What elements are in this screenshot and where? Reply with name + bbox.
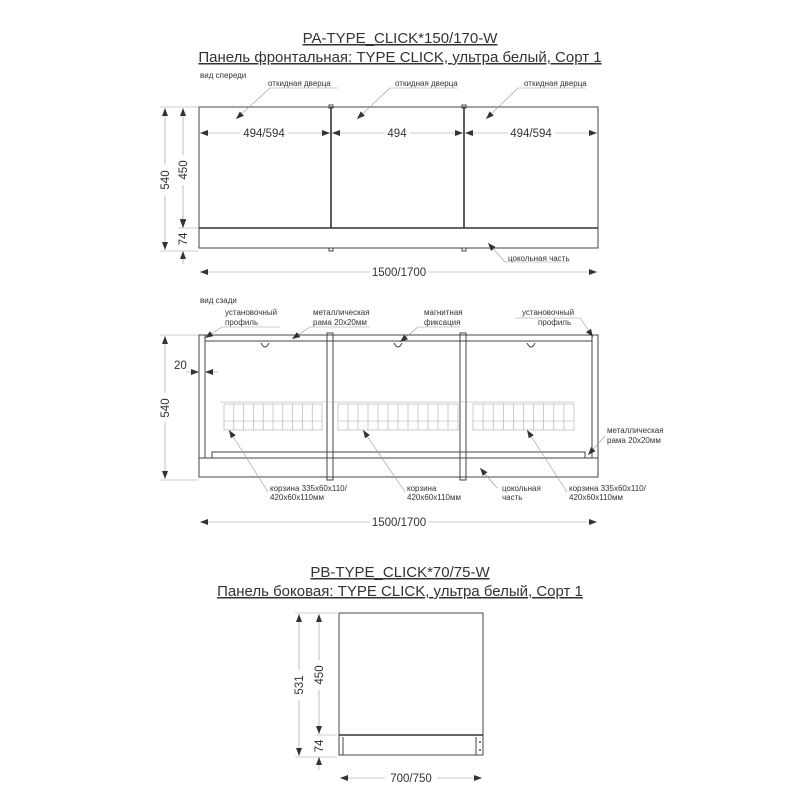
frame-top-l2: рама 20x20мм (313, 318, 367, 327)
basket-left-l1: корзина 335x60x110/ (270, 484, 347, 493)
back-plinth-l2: часть (502, 493, 523, 502)
basket-left-l2: 420x60x110мм (270, 493, 324, 502)
back-view-label: вид сзади (200, 296, 237, 305)
side-product-code: PB-TYPE_CLICK*70/75-W (310, 564, 490, 581)
door-width-3: 494/594 (510, 128, 552, 140)
basket-mid-l2: 420x60x110мм (407, 493, 461, 502)
front-title: Панель фронтальная: TYPE CLICK, ультра белый, Сорт 1 (198, 49, 602, 66)
front-height-door: 450 (178, 160, 190, 180)
back-view-section (160, 296, 664, 529)
back-width-total: 1500/1700 (371, 517, 427, 529)
door-label-3: откидная дверца (524, 79, 587, 88)
front-height-plinth: 74 (178, 232, 190, 246)
profile-right-l1: установочный (522, 308, 575, 317)
front-view-label: вид спереди (200, 71, 247, 80)
profile-left-l2: профиль (225, 318, 259, 327)
front-height-dims (160, 107, 198, 264)
side-height-panel: 450 (314, 665, 326, 685)
magnet-l2: фиксация (424, 318, 461, 327)
back-height-total: 540 (160, 398, 172, 418)
door-callouts (236, 79, 587, 119)
side-height-total: 531 (294, 675, 306, 695)
front-height-total: 540 (160, 170, 172, 190)
frame-top-l1: металлическая (313, 308, 370, 317)
baskets (220, 402, 575, 430)
side-title: Панель боковая: TYPE CLICK, ультра белый, Сорт 1 (217, 583, 583, 600)
door-width-dims (200, 128, 597, 140)
magnet-l1: магнитная (424, 308, 463, 317)
side-drawing (339, 613, 483, 755)
door-label-2: откидная дверца (395, 79, 458, 88)
basket-right-l2: 420x60x110мм (569, 493, 623, 502)
frame-right-l1: металлическая (607, 426, 664, 435)
back-drawing (199, 333, 598, 480)
front-product-code: PA-TYPE_CLICK*150/170-W (302, 30, 498, 47)
side-panel-section (217, 564, 583, 785)
magnet-icons (261, 343, 535, 347)
back-plinth-l1: цокольная (502, 484, 541, 493)
front-panel-section (160, 30, 602, 279)
side-width-total: 700/750 (390, 773, 432, 785)
profile-right-l2: профиль (538, 318, 572, 327)
back-offset-dim: 20 (174, 360, 187, 372)
front-drawing (199, 105, 598, 251)
side-height-plinth: 74 (314, 739, 326, 753)
profile-left-l1: установочный (225, 308, 278, 317)
back-callouts (205, 308, 664, 502)
frame-right-l2: рама 20x20мм (607, 436, 661, 445)
basket-right-l1: корзина 335x60x110/ (569, 484, 646, 493)
front-width-total: 1500/1700 (371, 267, 427, 279)
door-width-2: 494 (387, 128, 407, 140)
front-plinth-label: цокольная часть (508, 254, 570, 263)
basket-mid-l1: корзина (407, 484, 437, 493)
door-label-1: откидная дверца (268, 79, 331, 88)
door-width-1: 494/594 (243, 128, 285, 140)
